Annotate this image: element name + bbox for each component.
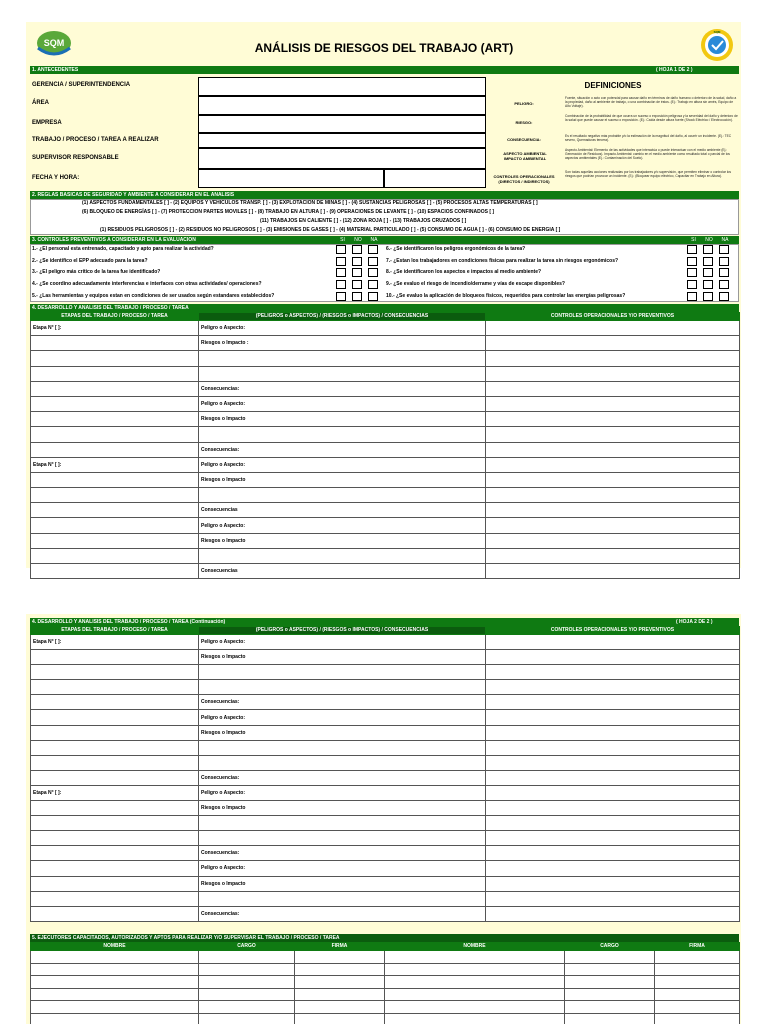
- hazard-cell[interactable]: Riesgos o Impacto: [199, 533, 486, 548]
- etapa-cell[interactable]: [31, 891, 199, 906]
- name-cell[interactable]: [31, 976, 199, 989]
- etapa-cell[interactable]: [31, 564, 199, 579]
- name-cell[interactable]: [385, 1001, 565, 1014]
- hora-input[interactable]: [384, 169, 486, 188]
- hazard-cell[interactable]: Peligro o Aspecto:: [199, 396, 486, 411]
- safety-seal-icon: [700, 28, 734, 62]
- column-header: CONTROLES OPERACIONALES Y/O PREVENTIVOS: [486, 627, 740, 635]
- definition-key: ASPECTO AMBIENTAL IMPACTO AMBIENTAL: [503, 151, 547, 161]
- etapa-cell[interactable]: [31, 680, 199, 695]
- field-label-gerencia: GERENCIA / SUPERINTENDENCIA: [32, 82, 131, 88]
- definition-key: PELIGRO:: [514, 101, 534, 106]
- field-label-fecha: FECHA Y HORA:: [32, 175, 80, 181]
- definition-text: Es el resultado negativo más probable y/o la estimación de la magnitud del daño, al ocurrir un incidente. (Ej.: TEC severo, Quemaduras tercera).: [565, 134, 732, 142]
- etapa-cell[interactable]: [31, 488, 199, 503]
- table-row: [31, 336, 740, 351]
- checkbox-si[interactable]: [336, 280, 346, 289]
- etapa-cell[interactable]: [31, 381, 199, 396]
- checkbox-no[interactable]: [703, 280, 713, 289]
- table-row: [31, 831, 740, 846]
- table-row: [31, 635, 740, 650]
- control-cell[interactable]: [486, 503, 740, 518]
- checkbox-na[interactable]: [719, 292, 729, 301]
- control-cell[interactable]: [486, 876, 740, 891]
- control-cell[interactable]: [486, 321, 740, 336]
- table-row: [31, 381, 740, 396]
- table-row: [31, 488, 740, 503]
- checklist-question: 1.- ¿El personal esta entrenado, capacitado y apto para realizar la actividad?: [32, 246, 214, 252]
- table-row: [31, 861, 740, 876]
- table-row: [31, 518, 740, 533]
- control-cell[interactable]: [486, 548, 740, 563]
- table-row: [31, 906, 740, 921]
- rules-line-2: (6) BLOQUEO DE ENERGÍAS [ ] - (7) PROTECCION PARTES MOVILES [ ] - (8) TRABAJO EN ALTURA [ ] - (9) OPERACIONES DE LEVANTE [ ] - (10) ESPACIOS CONFINADOS [ ]: [82, 209, 495, 215]
- field-label-supervisor: SUPERVISOR RESPONSABLE: [32, 155, 119, 161]
- table-row: [31, 770, 740, 785]
- checklist-question: 3.- ¿El peligro más crítico de la tarea fue identificado?: [32, 269, 161, 276]
- control-cell[interactable]: [486, 564, 740, 579]
- table-row: [31, 755, 740, 770]
- etapa-cell[interactable]: Etapa N° [ ]:: [31, 635, 199, 650]
- firma-cell[interactable]: [655, 976, 740, 989]
- hazard-cell[interactable]: Consecuencias:: [199, 695, 486, 710]
- definition-key: CONTROLES OPERACIONALES (DIRECTOS / INDIRECTOS): [493, 174, 555, 184]
- hazard-cell[interactable]: [199, 755, 486, 770]
- control-cell[interactable]: [486, 351, 740, 366]
- firma-cell[interactable]: [295, 1001, 385, 1014]
- rules-line-1: (1) ASPECTOS FUNDAMENTALES [ ] - (2) EQUIPOS Y VEHICULOS TRANSP. [ ] - (3) EXPLOTACION DE MINAS [ ] - (4) SUSTANCIAS PELIGROSAS [ ] - (5) PROCESOS ALTAS TEMPERATURAS [ ]: [82, 200, 538, 206]
- table-row: [31, 412, 740, 427]
- column-header: NOMBRE: [31, 943, 199, 951]
- table-row: [31, 680, 740, 695]
- etapa-cell[interactable]: Etapa N° [ ]:: [31, 457, 199, 472]
- gerencia-input[interactable]: [198, 77, 486, 96]
- checkbox-si[interactable]: [687, 292, 697, 301]
- supervisor-input[interactable]: [198, 148, 486, 169]
- column-header: NOMBRE: [385, 943, 565, 951]
- section-2-header: 2. REGLAS BASICAS DE SEGURIDAD Y AMBIENTE A CONSIDERAR EN EL ANALISIS: [30, 191, 739, 199]
- hazard-cell[interactable]: Riesgos o Impacto: [199, 876, 486, 891]
- checklist-question: 6.- ¿Se identificaron los peligros ergonómicos de la tarea?: [386, 246, 526, 252]
- name-cell[interactable]: [31, 963, 199, 976]
- control-cell[interactable]: [486, 725, 740, 740]
- table-row: [31, 695, 740, 710]
- firma-cell[interactable]: [655, 988, 740, 1001]
- sqm-logo: SQM: [34, 30, 74, 58]
- table-header-row: [31, 313, 740, 321]
- column-header: ETAPAS DEL TRABAJO / PROCESO / TAREA: [31, 313, 199, 321]
- control-cell[interactable]: [486, 680, 740, 695]
- table-row: [31, 876, 740, 891]
- etapa-cell[interactable]: [31, 831, 199, 846]
- etapa-cell[interactable]: [31, 412, 199, 427]
- etapa-cell[interactable]: [31, 533, 199, 548]
- column-header: CONTROLES OPERACIONALES Y/O PREVENTIVOS: [486, 313, 740, 321]
- checkbox-no[interactable]: [352, 245, 362, 254]
- checkbox-no[interactable]: [352, 292, 362, 301]
- empresa-input[interactable]: [198, 115, 486, 133]
- hazard-cell[interactable]: Riesgos o Impacto :: [199, 336, 486, 351]
- hazard-cell[interactable]: [199, 816, 486, 831]
- cargo-cell[interactable]: [199, 988, 295, 1001]
- signature-row: [31, 1001, 740, 1014]
- hazard-cell[interactable]: Consecuencias:: [199, 442, 486, 457]
- cargo-cell[interactable]: [565, 976, 655, 989]
- definition-controles: [487, 170, 739, 188]
- checkbox-si[interactable]: [336, 245, 346, 254]
- checkbox-si[interactable]: [687, 280, 697, 289]
- checkbox-no[interactable]: [703, 268, 713, 277]
- table-row: [31, 785, 740, 800]
- table-row: [31, 472, 740, 487]
- hazard-cell[interactable]: Riesgos o Impacto: [199, 725, 486, 740]
- control-cell[interactable]: [486, 710, 740, 725]
- definition-key: CONSECUENCIA:: [507, 137, 541, 142]
- etapa-cell[interactable]: [31, 548, 199, 563]
- column-header: FIRMA: [655, 943, 740, 951]
- control-cell[interactable]: [486, 740, 740, 755]
- hazard-cell[interactable]: Consecuencias:: [199, 381, 486, 396]
- etapa-cell[interactable]: [31, 846, 199, 861]
- control-cell[interactable]: [486, 381, 740, 396]
- checkbox-no[interactable]: [703, 257, 713, 266]
- signature-row: [31, 963, 740, 976]
- control-cell[interactable]: [486, 533, 740, 548]
- name-cell[interactable]: [385, 951, 565, 964]
- table-row: [31, 396, 740, 411]
- etapa-cell[interactable]: [31, 906, 199, 921]
- hazard-cell[interactable]: Peligro o Aspecto:: [199, 518, 486, 533]
- section-4-continuation-header: 4. DESARROLLO Y ANALISIS DEL TRABAJO / PROCESO / TAREA (Continuación) ( HOJA 2 DE 2 ): [30, 618, 739, 626]
- firma-cell[interactable]: [655, 963, 740, 976]
- firma-cell[interactable]: [295, 951, 385, 964]
- table-row: [31, 366, 740, 381]
- hazard-cell[interactable]: Consecuencias:: [199, 770, 486, 785]
- definition-riesgo: [487, 114, 739, 132]
- table-row: [31, 321, 740, 336]
- control-cell[interactable]: [486, 366, 740, 381]
- checkbox-na[interactable]: [719, 245, 729, 254]
- etapa-cell[interactable]: [31, 695, 199, 710]
- control-cell[interactable]: [486, 472, 740, 487]
- field-label-empresa: EMPRESA: [32, 120, 62, 126]
- etapa-cell[interactable]: [31, 725, 199, 740]
- definitions-title: DEFINICIONES: [584, 81, 642, 90]
- etapa-cell[interactable]: [31, 650, 199, 665]
- name-cell[interactable]: [31, 951, 199, 964]
- analysis-table-1: [30, 312, 740, 579]
- trabajo-input[interactable]: [198, 133, 486, 148]
- sheet-number-2: ( HOJA 2 DE 2 ): [676, 619, 713, 625]
- document-title: ANÁLISIS DE RIESGOS DEL TRABAJO (ART): [254, 41, 514, 55]
- area-input[interactable]: [198, 96, 486, 115]
- control-cell[interactable]: [486, 831, 740, 846]
- checklist-question: 7.- ¿Estan los trabajadores en condiciones físicas para realizar la tarea sin riesgos ergonómicos?: [386, 257, 619, 264]
- checklist-question: 2.- ¿Se identifico el EPP adecuado para la tarea?: [32, 257, 148, 264]
- hazard-cell[interactable]: [199, 680, 486, 695]
- name-cell[interactable]: [31, 1013, 199, 1024]
- table-row: [31, 891, 740, 906]
- checklist-question: 4.- ¿Se coordino adecuadamente interferencias e interfaces con otras actividades/ operaciones?: [32, 281, 262, 288]
- etapa-cell[interactable]: [31, 366, 199, 381]
- definition-aspecto-ambiental: [487, 148, 739, 168]
- etapa-cell[interactable]: [31, 427, 199, 442]
- control-cell[interactable]: [486, 412, 740, 427]
- hazard-cell[interactable]: Consecuencias: [199, 503, 486, 518]
- firma-cell[interactable]: [655, 951, 740, 964]
- control-cell[interactable]: [486, 518, 740, 533]
- table-row: [31, 533, 740, 548]
- control-cell[interactable]: [486, 635, 740, 650]
- definition-text: Fuente, situación o acto con potencial para causar daño en términos de daño humano o deterioro de la salud, daño a la propiedad, daño al ambiente de trabajo, o una combinación de éstos. (Ej.: Trabajo en altura sin arnés, Equipo de Alto Voltaje).: [565, 96, 737, 108]
- definition-key: RIESGO:: [515, 120, 533, 125]
- cargo-cell[interactable]: [199, 976, 295, 989]
- name-cell[interactable]: [385, 976, 565, 989]
- table-row: [31, 710, 740, 725]
- checkbox-si[interactable]: [336, 268, 346, 277]
- table-row: [31, 442, 740, 457]
- section-5-header: 5. EJECUTORES CAPACITADOS, AUTORIZADOS Y APTOS PARA REALIZAR Y/O SUPERVISAR EL TRABAJO / PROCESO / TAREA: [30, 934, 739, 942]
- checkbox-no[interactable]: [352, 257, 362, 266]
- hazard-cell[interactable]: [199, 488, 486, 503]
- checkbox-no[interactable]: [703, 245, 713, 254]
- firma-cell[interactable]: [655, 1001, 740, 1014]
- control-cell[interactable]: [486, 427, 740, 442]
- etapa-cell[interactable]: [31, 710, 199, 725]
- name-cell[interactable]: [385, 963, 565, 976]
- table-row: [31, 427, 740, 442]
- checkbox-na[interactable]: [368, 245, 378, 254]
- rules-line-3: (11) TRABAJOS EN CALIENTE [ ] - (12) ZONA ROJA [ ] - (13) TRABAJOS CRUZADOS [ ]: [260, 218, 467, 224]
- col-no-right: NO: [701, 237, 717, 244]
- control-cell[interactable]: [486, 442, 740, 457]
- table-row: [31, 740, 740, 755]
- etapa-cell[interactable]: [31, 755, 199, 770]
- definition-consecuencia: [487, 134, 739, 146]
- definition-text: Son todas aquellas acciones realizadas por los trabajadores y/o supervisión, que permiten eliminar o controlar los riesgos que podrían provocar un incidente. (Ej.: (Bloquear equipo eléctrico, Capacitar en Trabajo en Altura).: [565, 170, 732, 178]
- definition-peligro: [487, 96, 739, 112]
- control-cell[interactable]: [486, 801, 740, 816]
- etapa-cell[interactable]: [31, 816, 199, 831]
- etapa-cell[interactable]: [31, 351, 199, 366]
- table-row: [31, 457, 740, 472]
- name-cell[interactable]: [31, 1001, 199, 1014]
- cargo-cell[interactable]: [199, 951, 295, 964]
- hazard-cell[interactable]: Peligro o Aspecto:: [199, 785, 486, 800]
- control-cell[interactable]: [486, 457, 740, 472]
- control-cell[interactable]: [486, 665, 740, 680]
- firma-cell[interactable]: [295, 988, 385, 1001]
- hazard-cell[interactable]: Riesgos o Impacto: [199, 412, 486, 427]
- control-cell[interactable]: [486, 861, 740, 876]
- control-cell[interactable]: [486, 396, 740, 411]
- signature-row: [31, 988, 740, 1001]
- table-header-row: [31, 627, 740, 635]
- control-cell[interactable]: [486, 816, 740, 831]
- checkbox-si[interactable]: [687, 268, 697, 277]
- checkbox-na[interactable]: [368, 268, 378, 277]
- cargo-cell[interactable]: [565, 1013, 655, 1024]
- checklist-question: 8.- ¿Se identificaron los aspectos e impactos al medio ambiente?: [386, 269, 542, 276]
- column-header: CARGO: [199, 943, 295, 951]
- hazard-cell[interactable]: [199, 427, 486, 442]
- cargo-cell[interactable]: [565, 988, 655, 1001]
- etapa-cell[interactable]: [31, 503, 199, 518]
- hazard-cell[interactable]: Peligro o Aspecto:: [199, 710, 486, 725]
- etapa-cell[interactable]: [31, 336, 199, 351]
- signature-row: [31, 1013, 740, 1024]
- section-1-header: 1. ANTECEDENTES ( HOJA 1 DE 2 ): [30, 66, 739, 74]
- hazard-cell[interactable]: [199, 548, 486, 563]
- hazard-cell[interactable]: Riesgos o Impacto: [199, 801, 486, 816]
- hazard-cell[interactable]: [199, 665, 486, 680]
- name-cell[interactable]: [385, 1013, 565, 1024]
- table-row: [31, 725, 740, 740]
- definition-text: Aspecto Ambiental: Elemento de las actividades que interactúa o puede interactuar con el medio ambiente (Ej.: Generación de Residuos). Impacto Ambiental: cambio en el medio ambiente como resultado total o parcial de los aspectos ambientales (Ej.: Contaminación del Suelo).: [565, 148, 730, 160]
- cargo-cell[interactable]: [199, 1013, 295, 1024]
- col-si-left: SI: [335, 237, 350, 244]
- column-header: (PELIGROS o ASPECTOS) / (RIESGOS o IMPACTOS) / CONSECUENCIAS: [199, 627, 486, 635]
- checkbox-si[interactable]: [687, 245, 697, 254]
- hazard-cell[interactable]: [199, 740, 486, 755]
- hazard-cell[interactable]: Consecuencias:: [199, 846, 486, 861]
- checkbox-na[interactable]: [368, 280, 378, 289]
- checklist-question: 10.- ¿Se evaluo la aplicación de bloqueos físicos, requeridos para controlar las energías peligrosas?: [386, 292, 626, 299]
- field-label-trabajo: TRABAJO / PROCESO / TAREA A REALIZAR: [32, 137, 159, 143]
- table-row: [31, 665, 740, 680]
- table-row: [31, 650, 740, 665]
- checkbox-no[interactable]: [352, 268, 362, 277]
- checkbox-no[interactable]: [703, 292, 713, 301]
- column-header: (PELIGROS o ASPECTOS) / (RIESGOS o IMPACTOS) / CONSECUENCIAS: [199, 313, 486, 321]
- checkbox-na[interactable]: [368, 257, 378, 266]
- hazard-cell[interactable]: [199, 891, 486, 906]
- etapa-cell[interactable]: [31, 665, 199, 680]
- cargo-cell[interactable]: [565, 1001, 655, 1014]
- checkbox-na[interactable]: [719, 257, 729, 266]
- hazard-cell[interactable]: Riesgos o Impacto: [199, 650, 486, 665]
- table-row: [31, 801, 740, 816]
- name-cell[interactable]: [31, 988, 199, 1001]
- etapa-cell[interactable]: [31, 442, 199, 457]
- etapa-cell[interactable]: [31, 518, 199, 533]
- control-cell[interactable]: [486, 755, 740, 770]
- hazard-cell[interactable]: Consecuencias: [199, 564, 486, 579]
- cargo-cell[interactable]: [565, 963, 655, 976]
- control-cell[interactable]: [486, 695, 740, 710]
- checkbox-si[interactable]: [336, 257, 346, 266]
- name-cell[interactable]: [385, 988, 565, 1001]
- checkbox-si[interactable]: [687, 257, 697, 266]
- checklist-question: 9.- ¿Se evaluo el riesgo de incendio/derrame y vías de escape disponibles?: [386, 281, 565, 288]
- col-na-right: NA: [717, 237, 733, 244]
- firma-cell[interactable]: [295, 976, 385, 989]
- hazard-cell[interactable]: Consecuencias:: [199, 906, 486, 921]
- etapa-cell[interactable]: [31, 861, 199, 876]
- table-row: [31, 816, 740, 831]
- firma-cell[interactable]: [295, 1013, 385, 1024]
- checkbox-na[interactable]: [719, 268, 729, 277]
- seal-label: SQM: [713, 30, 721, 34]
- signature-row: [31, 951, 740, 964]
- cargo-cell[interactable]: [565, 951, 655, 964]
- etapa-cell[interactable]: [31, 472, 199, 487]
- checkbox-si[interactable]: [336, 292, 346, 301]
- hazard-cell[interactable]: [199, 831, 486, 846]
- column-header: ETAPAS DEL TRABAJO / PROCESO / TAREA: [31, 627, 199, 635]
- cargo-cell[interactable]: [199, 963, 295, 976]
- section-4-header: 4. DESARROLLO Y ANALISIS DEL TRABAJO / PROCESO / TAREA: [30, 304, 739, 312]
- column-header: FIRMA: [295, 943, 385, 951]
- column-header: CARGO: [565, 943, 655, 951]
- col-na-left: NA: [366, 237, 382, 244]
- etapa-cell[interactable]: [31, 770, 199, 785]
- table-row: [31, 846, 740, 861]
- hazard-cell[interactable]: Peligro o Aspecto:: [199, 861, 486, 876]
- rules-line-4: (1) RESIDUOS PELIGROSOS [ ] - (2) RESIDUOS NO PELIGROSOS [ ] - (3) EMISIONES DE GASES [ ] - (4) MATERIAL PARTICULADO [ ] - (5) CONSUMO DE AGUA [ ] - (6) CONSUMO DE ENERGIA [ ]: [100, 227, 561, 233]
- control-cell[interactable]: [486, 785, 740, 800]
- hazard-cell[interactable]: Peligro o Aspecto:: [199, 321, 486, 336]
- checklist-question: 5.- ¿Las herramientas y equipos estan en condiciones de ser usados según estandares establecidos?: [32, 292, 275, 299]
- hazard-cell[interactable]: Peligro o Aspecto:: [199, 457, 486, 472]
- etapa-cell[interactable]: [31, 740, 199, 755]
- table-row: [31, 548, 740, 563]
- signature-header-row: [31, 943, 740, 951]
- firma-cell[interactable]: [655, 1013, 740, 1024]
- definition-text: Combinación de la probabilidad de que ocurra un suceso o exposición peligrosa y la severidad del daño y deterioro de la salud que puede causar el suceso o exposición. (Ej.: Caída desde altura fuerte (Shock Eléctrico / Electrocución).: [565, 114, 738, 122]
- etapa-cell[interactable]: Etapa N° [ ]:: [31, 785, 199, 800]
- table-row: [31, 351, 740, 366]
- etapa-cell[interactable]: [31, 876, 199, 891]
- fecha-input[interactable]: [198, 169, 384, 188]
- table-row: [31, 503, 740, 518]
- sheet-number: ( HOJA 1 DE 2 ): [656, 67, 693, 73]
- hazard-cell[interactable]: [199, 366, 486, 381]
- hazard-cell[interactable]: Peligro o Aspecto:: [199, 635, 486, 650]
- checkbox-na[interactable]: [719, 280, 729, 289]
- section-3-header: 3. CONTROLES PREVENTIVOS A CONSIDERAR EN LA EVALUACION: [30, 236, 739, 244]
- hazard-cell[interactable]: Riesgos o Impacto: [199, 472, 486, 487]
- etapa-cell[interactable]: [31, 396, 199, 411]
- signature-table: [30, 942, 740, 1024]
- etapa-cell[interactable]: [31, 801, 199, 816]
- cargo-cell[interactable]: [199, 1001, 295, 1014]
- col-no-left: NO: [350, 237, 366, 244]
- checkbox-no[interactable]: [352, 280, 362, 289]
- col-si-right: SI: [686, 237, 701, 244]
- analysis-table-2: [30, 626, 740, 922]
- control-cell[interactable]: [486, 891, 740, 906]
- control-cell[interactable]: [486, 906, 740, 921]
- hazard-cell[interactable]: [199, 351, 486, 366]
- signature-row: [31, 976, 740, 989]
- control-cell[interactable]: [486, 846, 740, 861]
- control-cell[interactable]: [486, 650, 740, 665]
- firma-cell[interactable]: [295, 963, 385, 976]
- control-cell[interactable]: [486, 336, 740, 351]
- table-row: [31, 564, 740, 579]
- etapa-cell[interactable]: Etapa N° [ ]:: [31, 321, 199, 336]
- control-cell[interactable]: [486, 770, 740, 785]
- field-label-area: ÁREA: [32, 100, 50, 106]
- control-cell[interactable]: [486, 488, 740, 503]
- checkbox-na[interactable]: [368, 292, 378, 301]
